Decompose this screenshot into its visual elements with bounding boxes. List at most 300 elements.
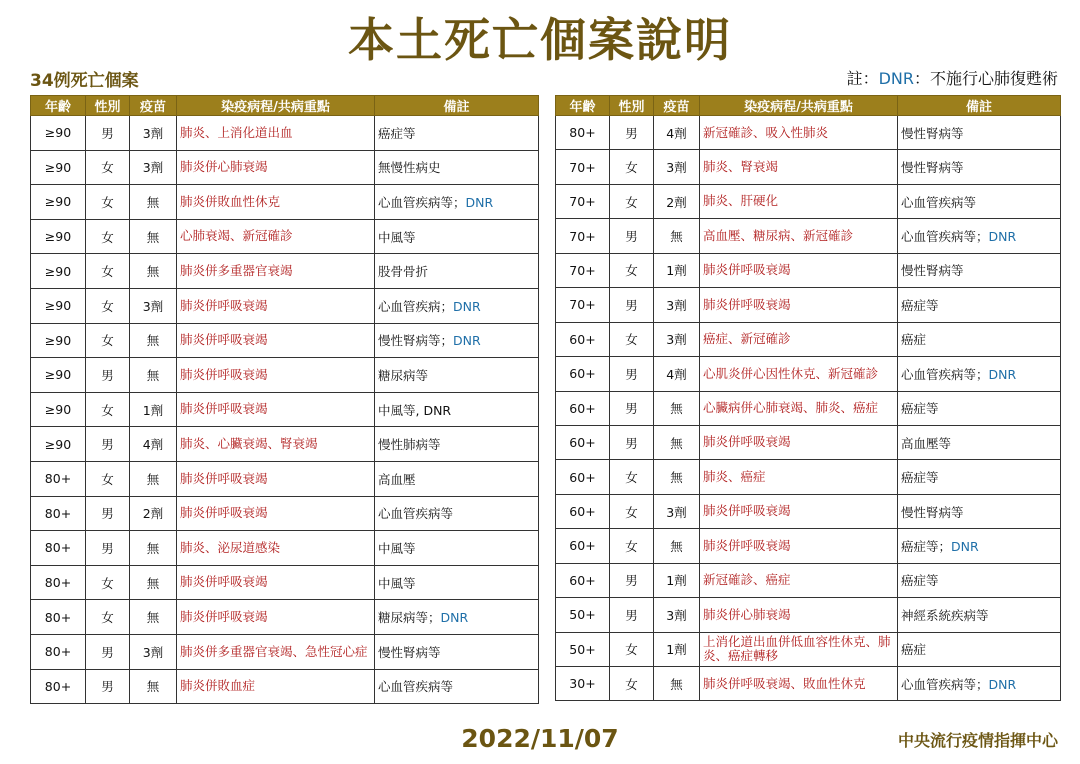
cell-sex-text: 男 [101, 540, 114, 556]
report-date: 2022/11/07 [461, 724, 619, 753]
cell-sex [86, 427, 130, 462]
cell-age-text: 80+ [44, 540, 72, 556]
table-row [31, 565, 539, 600]
organization-name: 中央流行疫情指揮中心 [897, 731, 1058, 750]
cell-course [177, 358, 375, 393]
cell-age-text: ≥90 [44, 194, 72, 210]
cell-vaccine-text: 無 [146, 610, 160, 626]
cell-age [556, 253, 610, 287]
dnr-tag: DNR [988, 676, 1017, 692]
cell-course [177, 634, 375, 669]
cell-sex [610, 494, 654, 528]
cell-age [31, 531, 86, 566]
cell-sex-text: 女 [625, 332, 638, 348]
cell-course [177, 496, 375, 531]
cell-sex-text: 男 [625, 607, 638, 623]
page-title: 本土死亡個案說明 [348, 13, 732, 67]
cell-vaccine-text: 無 [146, 229, 160, 245]
cell-vaccine-text: 無 [670, 435, 683, 451]
cell-remark [898, 598, 1061, 632]
cell-age-text: ≥90 [44, 298, 72, 314]
cell-sex [610, 288, 654, 322]
cell-vaccine-text: 3劑 [142, 644, 164, 660]
cell-sex [610, 322, 654, 356]
cell-course [177, 116, 375, 151]
cell-age-text: ≥90 [44, 367, 72, 383]
dnr-note [847, 66, 1058, 89]
cell-age-text: ≥90 [44, 402, 72, 418]
cell-remark [375, 323, 539, 358]
cell-vaccine-text: 無 [146, 264, 160, 280]
cell-sex [610, 253, 654, 287]
cell-course-text: 新冠確診、癌症 [703, 572, 791, 588]
cell-sex-text: 男 [101, 367, 114, 383]
table-row [31, 634, 539, 669]
cell-vaccine [130, 150, 177, 185]
cell-age-text: ≥90 [44, 159, 72, 175]
cell-vaccine [654, 391, 700, 425]
table-row [31, 531, 539, 566]
cell-age-text: ≥90 [44, 125, 72, 141]
cell-remark-text: 高血壓等 [901, 435, 952, 451]
cell-age-text: 80+ [44, 678, 72, 694]
cases-table-right [555, 95, 1061, 701]
cell-age [31, 323, 86, 358]
cell-course-text: 肺炎併呼吸衰竭 [180, 297, 268, 313]
cell-vaccine-text: 無 [146, 333, 160, 349]
cell-course-text: 肺炎併多重器官衰竭、急性冠心症 [180, 643, 368, 659]
cell-vaccine-text: 3劑 [666, 297, 687, 313]
cell-vaccine [654, 150, 700, 184]
cell-sex-text: 女 [101, 194, 114, 210]
table-row [31, 427, 539, 462]
table-row [556, 460, 1061, 494]
cell-age-text: 70+ [569, 228, 596, 244]
cell-course-text: 肺炎併多重器官衰竭 [180, 262, 293, 278]
cell-sex-text: 女 [101, 333, 114, 349]
cell-remark-text: 慢性腎病等 [378, 644, 441, 660]
cell-course-text: 肺炎併呼吸衰竭 [180, 332, 268, 348]
cell-remark [898, 253, 1061, 287]
cell-sex [86, 496, 130, 531]
cell-course-text: 肺炎併敗血性休克 [180, 193, 281, 209]
cell-vaccine-text: 無 [146, 679, 160, 695]
cell-course-text: 肺炎併心肺衰竭 [180, 159, 268, 175]
cell-sex [610, 391, 654, 425]
cell-vaccine-text: 3劑 [142, 125, 164, 141]
cell-vaccine-text: 3劑 [142, 160, 164, 176]
table-row [556, 632, 1061, 666]
cell-age-text: 60+ [569, 366, 596, 382]
cell-remark [375, 150, 539, 185]
cell-sex [86, 219, 130, 254]
cell-age [556, 116, 610, 150]
cell-remark-text: 癌症 [901, 332, 927, 348]
cell-vaccine [654, 529, 700, 563]
cell-vaccine [130, 600, 177, 635]
cell-vaccine [654, 357, 700, 391]
cell-remark [375, 185, 539, 220]
cell-age-text: 80+ [44, 471, 72, 487]
cell-age [31, 392, 86, 427]
cell-course [177, 565, 375, 600]
cell-remark-text: 癌症等 [378, 125, 416, 141]
cell-age-text: 30+ [569, 676, 596, 692]
cell-course [700, 667, 898, 701]
cell-vaccine [654, 116, 700, 150]
header-vaccine: 疫苗 [130, 96, 177, 116]
table-row [556, 288, 1061, 322]
cell-sex [86, 323, 130, 358]
table-row [31, 150, 539, 185]
cell-age-text: 60+ [569, 435, 596, 451]
cell-vaccine [654, 184, 700, 218]
cell-age [31, 254, 86, 289]
cell-course-text: 肺炎、上消化道出血 [180, 124, 293, 140]
cell-age-text: ≥90 [44, 436, 72, 452]
cell-vaccine-text: 4劑 [666, 366, 687, 382]
cell-sex [86, 531, 130, 566]
table-row [556, 598, 1061, 632]
cell-sex-text: 男 [625, 297, 638, 313]
cell-course [177, 461, 375, 496]
cell-vaccine [130, 565, 177, 600]
table-row [31, 600, 539, 635]
cell-age [556, 598, 610, 632]
cell-course [177, 531, 375, 566]
dnr-tag: DNR [465, 194, 494, 210]
cell-sex-text: 女 [101, 160, 114, 176]
cell-age [31, 669, 86, 704]
dnr-tag: DNR [440, 610, 469, 626]
cell-course-text: 肺炎併呼吸衰竭、敗血性休克 [703, 675, 866, 691]
cell-sex [86, 358, 130, 393]
cell-vaccine [654, 460, 700, 494]
cell-course-text: 肺炎併呼吸衰竭 [180, 574, 268, 590]
cell-course [177, 323, 375, 358]
cell-sex [86, 565, 130, 600]
header-course: 染疫病程/共病重點 [177, 96, 375, 116]
cell-age-text: 60+ [569, 400, 596, 416]
cell-age-text: 70+ [569, 194, 596, 210]
cell-sex [86, 669, 130, 704]
cell-remark-text: 慢性腎病等 [901, 263, 964, 279]
cell-remark-text: 慢性腎病等 [901, 125, 964, 141]
cell-remark [375, 288, 539, 323]
table-header-row [556, 96, 1061, 116]
table-row [556, 494, 1061, 528]
table-row [31, 496, 539, 531]
header-course: 染疫病程/共病重點 [700, 96, 898, 116]
cell-remark-text: 心血管疾病等； [901, 229, 989, 245]
cell-age [556, 357, 610, 391]
cell-age [556, 219, 610, 253]
cell-vaccine [654, 322, 700, 356]
cell-age-text: ≥90 [44, 263, 72, 279]
cell-age-text: ≥90 [44, 332, 72, 348]
cell-course-text: 心臟病併心肺衰竭、肺炎、癌症 [703, 400, 879, 416]
cell-remark-text: 中風等 [378, 575, 416, 591]
cell-age [556, 563, 610, 597]
cell-age-text: 70+ [569, 297, 596, 313]
cell-vaccine [130, 116, 177, 151]
table-row [556, 253, 1061, 287]
dnr-tag: DNR [988, 366, 1017, 382]
header-age: 年齡 [556, 96, 610, 116]
cell-course-text: 肺炎、泌尿道感染 [180, 539, 281, 555]
cell-age-text: 80+ [569, 125, 596, 141]
cell-remark [375, 116, 539, 151]
cell-course-text: 肺炎併呼吸衰竭 [703, 537, 791, 553]
cell-age [31, 219, 86, 254]
cell-age-text: 80+ [44, 505, 72, 521]
cell-vaccine-text: 無 [146, 367, 160, 383]
cell-age [556, 391, 610, 425]
cell-course-text: 肺炎併呼吸衰竭 [703, 296, 791, 312]
cell-course-text: 上消化道出血併低血容性休克、肺炎、癌症轉移 [703, 633, 891, 664]
cell-vaccine-text: 無 [670, 538, 683, 554]
cell-age [556, 494, 610, 528]
cell-sex-text: 女 [101, 402, 114, 418]
cell-remark [898, 529, 1061, 563]
table-row [556, 150, 1061, 184]
cell-vaccine [130, 531, 177, 566]
cell-sex-text: 男 [101, 679, 114, 695]
cell-remark-text: 癌症等 [901, 573, 939, 589]
cell-course [700, 425, 898, 459]
cell-remark [375, 254, 539, 289]
table-row [31, 323, 539, 358]
table-row [556, 391, 1061, 425]
cell-course [700, 357, 898, 391]
cases-table-left [30, 95, 539, 704]
table-row [556, 219, 1061, 253]
cell-course-text: 肺炎、腎衰竭 [703, 158, 779, 174]
table-row [31, 669, 539, 704]
cell-sex-text: 男 [625, 435, 638, 451]
cell-age-text: 60+ [569, 469, 596, 485]
cell-age [31, 358, 86, 393]
cell-course [700, 288, 898, 322]
cell-remark-text: 慢性腎病等 [901, 504, 964, 520]
cell-vaccine-text: 3劑 [666, 607, 687, 623]
cell-sex [610, 563, 654, 597]
cell-remark-text: 心血管疾病等 [378, 679, 454, 695]
note-prefix: 註： [846, 69, 879, 88]
cell-remark [898, 494, 1061, 528]
cell-vaccine [130, 358, 177, 393]
cell-vaccine [130, 669, 177, 704]
cell-sex [86, 288, 130, 323]
table-row [31, 185, 539, 220]
cell-course [700, 391, 898, 425]
cell-age [31, 116, 86, 151]
cell-sex [86, 461, 130, 496]
cell-age [31, 600, 86, 635]
cell-sex-text: 女 [625, 160, 638, 176]
cell-vaccine [654, 253, 700, 287]
cell-age [556, 184, 610, 218]
cell-sex [610, 425, 654, 459]
cell-remark-text: 中風等, DNR [378, 402, 452, 418]
cell-vaccine [130, 288, 177, 323]
table-row [556, 425, 1061, 459]
cell-age [556, 460, 610, 494]
cell-remark-text: 高血壓 [378, 471, 416, 487]
cell-course [177, 288, 375, 323]
cell-remark-text: 心血管疾病等； [378, 194, 466, 210]
dnr-tag: DNR [453, 333, 481, 349]
cell-remark-text: 心血管疾病； [378, 298, 454, 314]
cell-sex-text: 男 [625, 366, 638, 382]
cell-remark [375, 600, 539, 635]
cell-sex [86, 392, 130, 427]
cell-remark [898, 322, 1061, 356]
cell-vaccine [130, 461, 177, 496]
table-row [31, 219, 539, 254]
cell-age-text: 70+ [569, 159, 596, 175]
cell-course-text: 肺炎併呼吸衰竭 [703, 262, 791, 278]
cell-vaccine [654, 632, 700, 666]
cell-sex-text: 女 [625, 194, 638, 210]
cell-vaccine-text: 無 [146, 194, 160, 210]
cell-age [31, 150, 86, 185]
cell-remark-text: 癌症等 [901, 401, 939, 417]
cell-age [556, 150, 610, 184]
cell-sex-text: 女 [101, 298, 114, 314]
cell-vaccine [130, 254, 177, 289]
header-sex: 性別 [86, 96, 130, 116]
cell-age-text: 60+ [569, 538, 596, 554]
cell-sex [610, 357, 654, 391]
cell-vaccine-text: 1劑 [666, 573, 687, 589]
cell-age [31, 565, 86, 600]
cell-remark [898, 150, 1061, 184]
cell-course [177, 185, 375, 220]
cell-sex-text: 男 [101, 437, 114, 453]
cell-sex-text: 男 [101, 644, 114, 660]
cell-age-text: 80+ [44, 575, 72, 591]
cell-course [700, 529, 898, 563]
cell-remark-text: 心血管疾病等； [901, 676, 989, 692]
cell-sex [610, 184, 654, 218]
dnr-tag: DNR [988, 229, 1017, 245]
cell-sex-text: 女 [101, 610, 114, 626]
table-row [556, 529, 1061, 563]
cell-sex-text: 男 [625, 229, 638, 245]
table-row [31, 116, 539, 151]
cell-course [177, 392, 375, 427]
header-vaccine: 疫苗 [654, 96, 700, 116]
cell-course [700, 563, 898, 597]
cell-vaccine-text: 1劑 [666, 263, 687, 279]
cell-vaccine-text: 3劑 [142, 298, 164, 314]
cell-course-text: 肺炎併呼吸衰竭 [180, 366, 268, 382]
cell-age [31, 461, 86, 496]
cell-course-text: 肺炎併呼吸衰竭 [180, 505, 268, 521]
cell-age [556, 288, 610, 322]
cell-course [700, 632, 898, 666]
cell-vaccine-text: 無 [146, 540, 160, 556]
cell-course [700, 598, 898, 632]
cell-age [556, 322, 610, 356]
cell-sex [86, 254, 130, 289]
cell-remark-text: 心血管疾病等； [901, 366, 989, 382]
cell-age-text: 50+ [569, 607, 596, 623]
cell-remark [898, 563, 1061, 597]
cell-vaccine [130, 185, 177, 220]
cell-remark [375, 427, 539, 462]
cell-remark [898, 184, 1061, 218]
cell-vaccine-text: 4劑 [142, 437, 164, 453]
cell-remark [898, 219, 1061, 253]
cell-vaccine [654, 219, 700, 253]
cell-age [556, 425, 610, 459]
cell-sex-text: 男 [625, 125, 638, 141]
cell-vaccine-text: 3劑 [666, 332, 687, 348]
table-row [556, 184, 1061, 218]
cell-remark-text: 心血管疾病等 [901, 194, 977, 210]
cell-course-text: 肺炎併呼吸衰竭 [180, 401, 268, 417]
cell-vaccine-text: 無 [670, 229, 683, 245]
cell-remark-text: 中風等 [378, 540, 416, 556]
cell-course [177, 219, 375, 254]
cell-remark [375, 392, 539, 427]
cell-remark [375, 531, 539, 566]
cell-remark [375, 358, 539, 393]
cell-sex-text: 女 [625, 470, 638, 486]
cell-age-text: 60+ [569, 331, 596, 347]
cell-remark-text: 中風等 [378, 229, 416, 245]
cell-course [177, 600, 375, 635]
cell-age-text: 70+ [569, 262, 596, 278]
header-remark: 備註 [375, 96, 539, 116]
cell-course-text: 心肌炎併心因性休克、新冠確診 [703, 365, 879, 381]
cell-vaccine [130, 219, 177, 254]
cell-course [700, 150, 898, 184]
cell-remark [898, 357, 1061, 391]
cell-sex-text: 男 [625, 401, 638, 417]
cell-course [700, 460, 898, 494]
cell-vaccine-text: 4劑 [666, 125, 687, 141]
cell-vaccine-text: 1劑 [666, 642, 687, 658]
table-row [31, 288, 539, 323]
cell-remark-text: 糖尿病等； [378, 610, 441, 626]
cell-vaccine-text: 無 [146, 575, 160, 591]
table-row [556, 322, 1061, 356]
cell-vaccine-text: 1劑 [142, 402, 164, 418]
cell-course-text: 肺炎併呼吸衰竭 [180, 608, 268, 624]
table-row [556, 563, 1061, 597]
cell-vaccine [130, 323, 177, 358]
cell-age [556, 529, 610, 563]
cell-sex [610, 116, 654, 150]
cell-age [31, 496, 86, 531]
cell-course [177, 427, 375, 462]
cell-vaccine [654, 667, 700, 701]
cell-vaccine-text: 2劑 [142, 506, 164, 522]
header-age: 年齡 [31, 96, 86, 116]
cell-sex-text: 女 [625, 504, 638, 520]
cell-sex-text: 女 [101, 471, 114, 487]
cell-vaccine-text: 無 [670, 401, 683, 417]
cell-course-text: 癌症、新冠確診 [703, 331, 791, 347]
cell-course [700, 116, 898, 150]
cell-course-text: 肺炎併呼吸衰竭 [703, 434, 791, 450]
cell-course-text: 肺炎併心肺衰竭 [703, 606, 791, 622]
table-row [31, 358, 539, 393]
cell-vaccine-text: 3劑 [666, 160, 687, 176]
